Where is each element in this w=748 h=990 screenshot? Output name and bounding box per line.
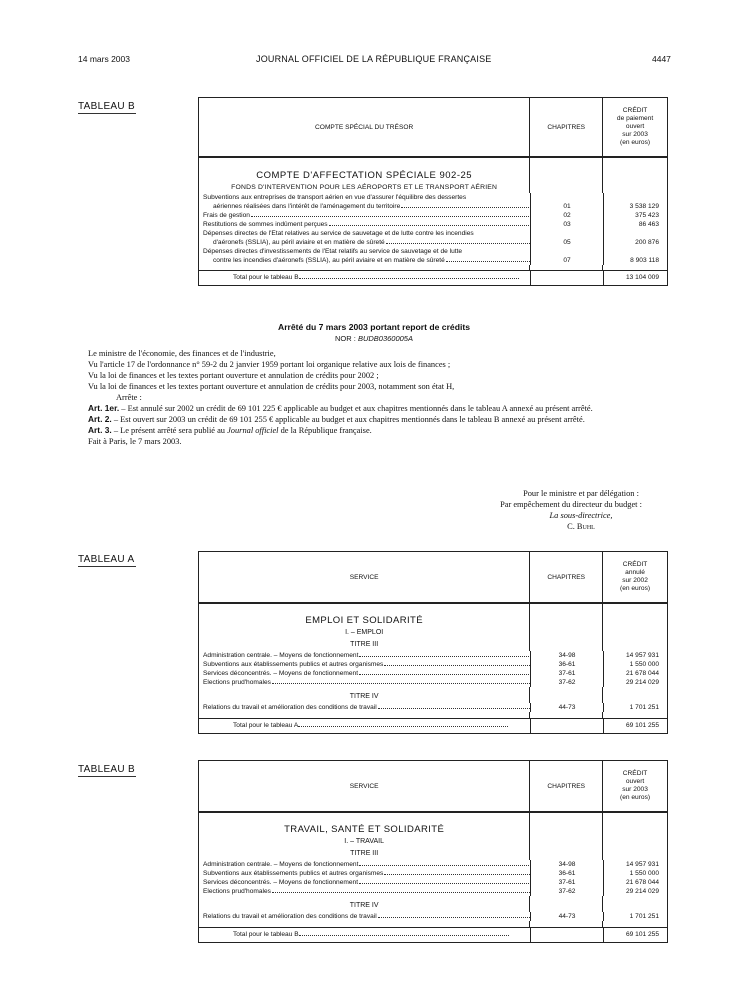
paragraph: Vu la loi de finances et les textes portant ouverture et annulation de crédits pour 2002 ; (88, 371, 379, 380)
fait-a-paris: Fait à Paris, le 7 mars 2003. (88, 437, 182, 446)
article-label: Art. 3. (88, 425, 112, 435)
row-label: Subventions aux établissements publics et autres organismes (203, 661, 384, 668)
table-body (199, 813, 667, 942)
table-row (199, 202, 667, 211)
section-title: COMPTE D'AFFECTATION SPÉCIALE 902-25 (256, 170, 473, 181)
table-row (199, 669, 667, 678)
article-text: – Le présent arrêté sera publié au (111, 426, 228, 435)
table-row (199, 229, 667, 238)
col-credit-line: CRÉDIT (622, 107, 648, 114)
total-value: 13 104 009 (603, 271, 667, 285)
row-chapitre: 02 (530, 211, 603, 220)
section-subtitle: I. – TRAVAIL (344, 838, 384, 845)
col-header-service: SERVICE (349, 782, 379, 790)
total-row (199, 927, 667, 942)
row-value: 3 538 129 (603, 202, 667, 211)
col-header-chapitres: CHAPITRES (529, 761, 602, 811)
table-body (199, 158, 667, 285)
table-row (199, 860, 667, 869)
arrete-nor (0, 334, 748, 343)
col-credit-line: sur 2003 (622, 786, 648, 793)
paragraph-arrete: Arrête : (116, 393, 142, 402)
nor-value: BUDB0360005A (357, 334, 413, 343)
col-credit-line: CRÉDIT (622, 770, 648, 777)
row-chapitre: 03 (530, 220, 603, 229)
col-credit-line: (en euros) (620, 794, 651, 801)
table-row (199, 878, 667, 887)
row-value (603, 229, 667, 238)
signature-line: Par empêchement du directeur du budget : (500, 500, 642, 509)
col-credit-line: CRÉDIT (622, 561, 648, 568)
table-compte-special (198, 97, 668, 286)
row-value: 1 701 251 (603, 703, 667, 712)
row-chapitre: 34-98 (530, 651, 603, 660)
row-chapitre (530, 193, 603, 202)
table-row (199, 703, 667, 712)
row-label: Relations du travail et amélioration des conditions de travail (203, 704, 377, 711)
col-header-credit (602, 761, 667, 811)
row-chapitre: 36-61 (530, 869, 603, 878)
paragraph: Le ministre de l'économie, des finances et de l'industrie, (88, 349, 276, 358)
row-label: d'aéronefs (SSLIA), au péril aviaire et en matière de sûreté (213, 239, 385, 246)
row-label: Frais de gestion (203, 212, 250, 219)
row-label: Subventions aux entreprises de transport aérien en vue d'assurer l'équilibre des dessertes (203, 194, 467, 201)
header-page-number: 4447 (652, 54, 671, 64)
row-chapitre: 34-98 (530, 860, 603, 869)
row-value: 29 214 029 (603, 887, 667, 896)
table-row (199, 869, 667, 878)
table-row (199, 912, 667, 921)
article-text-italic: Journal officiel (227, 426, 279, 435)
article-text: de la République française. (278, 426, 372, 435)
table-row (199, 887, 667, 896)
table-row (199, 220, 667, 229)
table-row (199, 193, 667, 202)
article-label: Art. 1er. (88, 403, 120, 413)
row-value: 14 957 931 (603, 651, 667, 660)
arrete-body (88, 348, 678, 447)
row-label: Elections prud'homales (203, 679, 271, 686)
row-label: Services déconcentrés. – Moyens de fonctionnement (203, 670, 359, 677)
row-chapitre (530, 229, 603, 238)
total-label: Total pour le tableau A (233, 722, 299, 729)
table-row (199, 651, 667, 660)
signature-line: Pour le ministre et par délégation : (523, 489, 639, 498)
table-head (199, 98, 667, 158)
table-label: TABLEAU B (78, 101, 135, 112)
arrete-title: Arrêté du 7 mars 2003 portant report de crédits (278, 322, 470, 332)
row-chapitre: 01 (530, 202, 603, 211)
row-chapitre: 36-61 (530, 660, 603, 669)
col-credit-line: ouvert (625, 778, 645, 785)
titre-heading: TITRE III (350, 850, 379, 857)
col-credit-line: de paiement (616, 115, 654, 122)
titre-heading: TITRE IV (349, 902, 379, 909)
total-label: Total pour le tableau B (233, 931, 299, 938)
table-row (199, 660, 667, 669)
row-label: Relations du travail et amélioration des conditions de travail (203, 913, 377, 920)
row-chapitre: 37-62 (530, 678, 603, 687)
col-credit-line: (en euros) (620, 139, 651, 146)
row-label: aériennes réalisées dans l'intérêt de l'aménagement du territoire (213, 203, 401, 210)
table-row (199, 678, 667, 687)
row-value: 375 423 (603, 211, 667, 220)
total-value: 69 101 255 (603, 719, 667, 733)
row-label: Elections prud'homales (203, 888, 271, 895)
paragraph: Vu l'article 17 de l'ordonnance n° 59-2 du 2 janvier 1959 portant loi organique relative aux lois de finances ; (88, 360, 451, 369)
total-label: Total pour le tableau B (233, 274, 299, 281)
col-credit-line: sur 2002 (622, 577, 648, 584)
paragraph: Vu la loi de finances et les textes portant ouverture et annulation de crédits pour 2003, notamment son état H, (88, 382, 455, 391)
table-label: TABLEAU B (78, 764, 135, 775)
row-value: 1 550 000 (603, 869, 667, 878)
row-label: Subventions aux établissements publics et autres organismes (203, 870, 384, 877)
col-header-credit (602, 98, 667, 156)
total-row (199, 718, 667, 733)
col-credit-line: annulé (625, 569, 645, 576)
row-chapitre: 44-73 (530, 912, 603, 921)
article-label: Art. 2. (88, 414, 112, 424)
titre-heading: TITRE IV (349, 693, 379, 700)
col-credit-line: sur 2003 (622, 131, 648, 138)
section-subtitle: FONDS D'INTERVENTION POUR LES AÉROPORTS ET LE TRANSPORT AÉRIEN (231, 184, 498, 191)
table-row (199, 211, 667, 220)
row-chapitre: 07 (530, 256, 603, 265)
article-2 (78, 414, 678, 425)
article-text: – Est annulé sur 2002 un crédit de 69 101 225 € applicable au budget et aux chapitres mentionnés dans le tableau A annexé au présent arrêté. (119, 404, 593, 413)
table-tableau-a (198, 551, 668, 734)
total-row (199, 270, 667, 285)
titre-heading: TITRE III (350, 641, 379, 648)
section-subtitle: I. – EMPLOI (345, 629, 384, 636)
row-value: 29 214 029 (603, 678, 667, 687)
section-title: TRAVAIL, SANTÉ ET SOLIDARITÉ (284, 824, 445, 835)
row-chapitre: 05 (530, 238, 603, 247)
row-label: Services déconcentrés. – Moyens de fonctionnement (203, 879, 359, 886)
row-value: 1 701 251 (603, 912, 667, 921)
row-label: Dépenses directes d'investissements de l'Etat relatifs au service de sauvetage et de lutte (203, 248, 463, 255)
section-title: EMPLOI ET SOLIDARITÉ (305, 615, 423, 626)
row-chapitre: 37-61 (530, 669, 603, 678)
row-value (603, 247, 667, 256)
row-value: 200 876 (603, 238, 667, 247)
table-row (199, 238, 667, 247)
row-label: Restitutions de sommes indûment perçues (203, 221, 328, 228)
row-value (603, 193, 667, 202)
article-3 (88, 425, 678, 436)
row-value: 14 957 931 (603, 860, 667, 869)
table-row (199, 247, 667, 256)
row-chapitre: 37-61 (530, 878, 603, 887)
row-label: Administration centrale. – Moyens de fonctionnement (203, 652, 359, 659)
row-chapitre: 44-73 (530, 703, 603, 712)
row-label: contre les incendies d'aéronefs (SSLIA), au péril aviaire et en matière de sûreté (213, 257, 445, 264)
article-1 (78, 403, 678, 414)
table-body (199, 604, 667, 733)
row-value: 21 678 044 (603, 878, 667, 887)
row-value: 21 678 044 (603, 669, 667, 678)
row-chapitre (530, 247, 603, 256)
signature-block (486, 488, 676, 532)
nor-label: NOR : (335, 334, 356, 343)
signature-name: C. Buhl (567, 522, 595, 531)
total-value: 69 101 255 (603, 928, 667, 942)
table-row (199, 256, 667, 265)
col-header-credit (602, 552, 667, 602)
article-text: – Est ouvert sur 2003 un crédit de 69 101 255 € applicable au budget et aux chapitres mentionnés dans le tableau B annexé au présent arrêté. (111, 415, 585, 424)
header-journal: JOURNAL OFFICIEL DE LA RÉPUBLIQUE FRANÇAISE (256, 54, 492, 64)
row-label: Dépenses directes de l'Etat relatives au service de sauvetage et de lutte contre les incendies (203, 230, 474, 237)
col-header-service: SERVICE (349, 573, 379, 581)
table-head (199, 761, 667, 813)
table-label: TABLEAU A (78, 554, 135, 565)
signature-title: La sous-directrice, (549, 511, 613, 520)
row-chapitre: 37-62 (530, 887, 603, 896)
col-header-chapitres: CHAPITRES (529, 98, 602, 156)
row-value: 8 903 118 (603, 256, 667, 265)
table-head (199, 552, 667, 604)
col-credit-line: ouvert (625, 123, 645, 130)
row-value: 1 550 000 (603, 660, 667, 669)
col-header-chapitres: CHAPITRES (529, 552, 602, 602)
row-label: Administration centrale. – Moyens de fonctionnement (203, 861, 359, 868)
col-credit-line: (en euros) (620, 585, 651, 592)
table-tableau-b (198, 760, 668, 943)
row-value: 86 463 (603, 220, 667, 229)
col-header-compte: COMPTE SPÉCIAL DU TRÉSOR (315, 123, 414, 131)
header-date: 14 mars 2003 (78, 54, 130, 64)
